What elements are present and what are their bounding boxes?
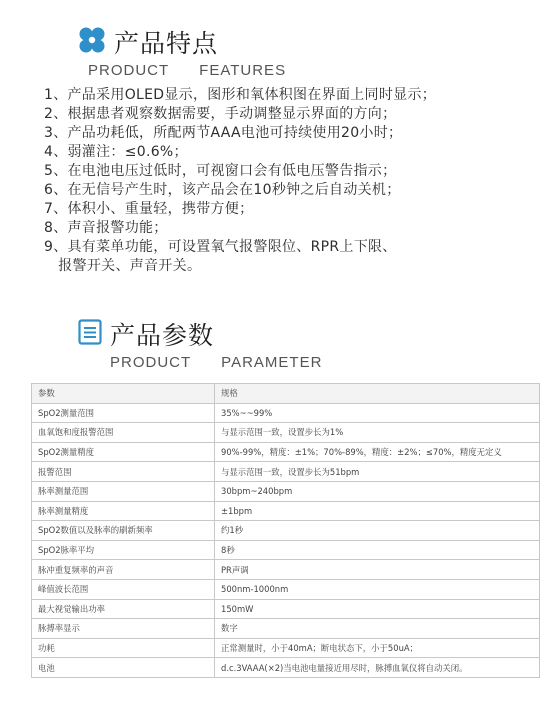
param-name-cell: 脉率测量精度 <box>32 501 215 521</box>
param-value-cell: 与显示范围一致，设置步长为1% <box>215 423 540 443</box>
param-name-cell: SpO2测量范围 <box>32 403 215 423</box>
param-name-cell: 功耗 <box>32 638 215 658</box>
param-value-cell: ±1bpm <box>215 501 540 521</box>
table-row <box>32 619 540 639</box>
four-petal-icon <box>78 26 106 58</box>
feature-item: 5、在电池电压过低时，可视窗口会有低电压警告指示； <box>44 163 397 179</box>
param-name-cell: 报警范围 <box>32 462 215 482</box>
param-name-cell: 电池 <box>32 658 215 678</box>
param-name-cell: SpO2数值以及脉率的刷新频率 <box>32 521 215 541</box>
params-subtitle <box>110 354 322 371</box>
table-row <box>32 442 540 462</box>
feature-item: 1、产品采用OLED显示，图形和氧体积图在界面上同时显示； <box>44 87 437 103</box>
param-value-cell: 90%-99%，精度：±1%；70%-89%，精度：±2%；≤70%，精度无定义 <box>215 442 540 462</box>
param-name-cell: 最大视觉输出功率 <box>32 599 215 619</box>
param-value-cell: 500nm-1000nm <box>215 579 540 599</box>
table-row <box>32 403 540 423</box>
param-name-cell: SpO2测量精度 <box>32 442 215 462</box>
feature-item: 3、产品功耗低，所配两节AAA电池可持续使用20小时； <box>44 125 403 141</box>
table-row <box>32 579 540 599</box>
params-sub-parameter: PARAMETER <box>221 354 323 371</box>
param-value-cell: 35%~~99% <box>215 403 540 423</box>
params-sub-product: PRODUCT <box>110 354 192 371</box>
table-row <box>32 481 540 501</box>
param-value-cell: 规格 <box>215 384 540 404</box>
spec-table <box>31 383 540 678</box>
param-name-cell: SpO2脉率平均 <box>32 540 215 560</box>
features-sub-features: FEATURES <box>199 62 287 79</box>
table-row <box>32 423 540 443</box>
param-value-cell: 8秒 <box>215 540 540 560</box>
table-header-row <box>32 384 540 404</box>
param-value-cell: d.c.3VAAA(×2)当电池电量接近用尽时，脉搏血氧仪将自动关闭。 <box>215 658 540 678</box>
param-name-cell: 脉率测量范围 <box>32 481 215 501</box>
features-sub-product: PRODUCT <box>88 62 170 79</box>
param-value-cell: 约1秒 <box>215 521 540 541</box>
feature-item: 2、根据患者观察数据需要，手动调整显示界面的方向； <box>44 106 397 122</box>
feature-item: 4、弱灌注：≤0.6%； <box>44 144 188 160</box>
feature-item: 9、具有菜单功能，可设置氧气报警限位、RPR上下限、 <box>44 239 397 255</box>
params-title: 产品参数 <box>110 321 215 350</box>
table-row <box>32 599 540 619</box>
table-row <box>32 638 540 658</box>
param-value-cell: 30bpm~240bpm <box>215 481 540 501</box>
param-name-cell: 参数 <box>32 384 215 404</box>
table-row <box>32 501 540 521</box>
param-value-cell: 与显示范围一致，设置步长为51bpm <box>215 462 540 482</box>
param-value-cell: 数字 <box>215 619 540 639</box>
feature-item: 报警开关、声音开关。 <box>44 258 202 274</box>
param-value-cell: 正常测量时，小于40mA；断电状态下，小于50uA； <box>215 638 540 658</box>
table-row <box>32 560 540 580</box>
param-value-cell: PR声调 <box>215 560 540 580</box>
list-document-icon <box>78 319 102 349</box>
feature-item: 6、在无信号产生时，该产品会在10秒钟之后自动关机； <box>44 182 401 198</box>
feature-item: 8、声音报警功能； <box>44 220 168 236</box>
param-name-cell: 脉搏率显示 <box>32 619 215 639</box>
features-list <box>44 86 544 276</box>
features-subtitle <box>88 62 286 79</box>
feature-item: 7、体积小、重量轻，携带方便； <box>44 201 254 217</box>
param-name-cell: 峰值波长范围 <box>32 579 215 599</box>
param-name-cell: 脉冲重复频率的声音 <box>32 560 215 580</box>
table-row <box>32 462 540 482</box>
table-row <box>32 540 540 560</box>
features-header <box>78 24 286 79</box>
param-value-cell: 150mW <box>215 599 540 619</box>
param-name-cell: 血氧饱和度报警范围 <box>32 423 215 443</box>
params-header <box>78 316 322 371</box>
table-row <box>32 658 540 678</box>
features-title: 产品特点 <box>114 29 219 58</box>
table-row <box>32 521 540 541</box>
